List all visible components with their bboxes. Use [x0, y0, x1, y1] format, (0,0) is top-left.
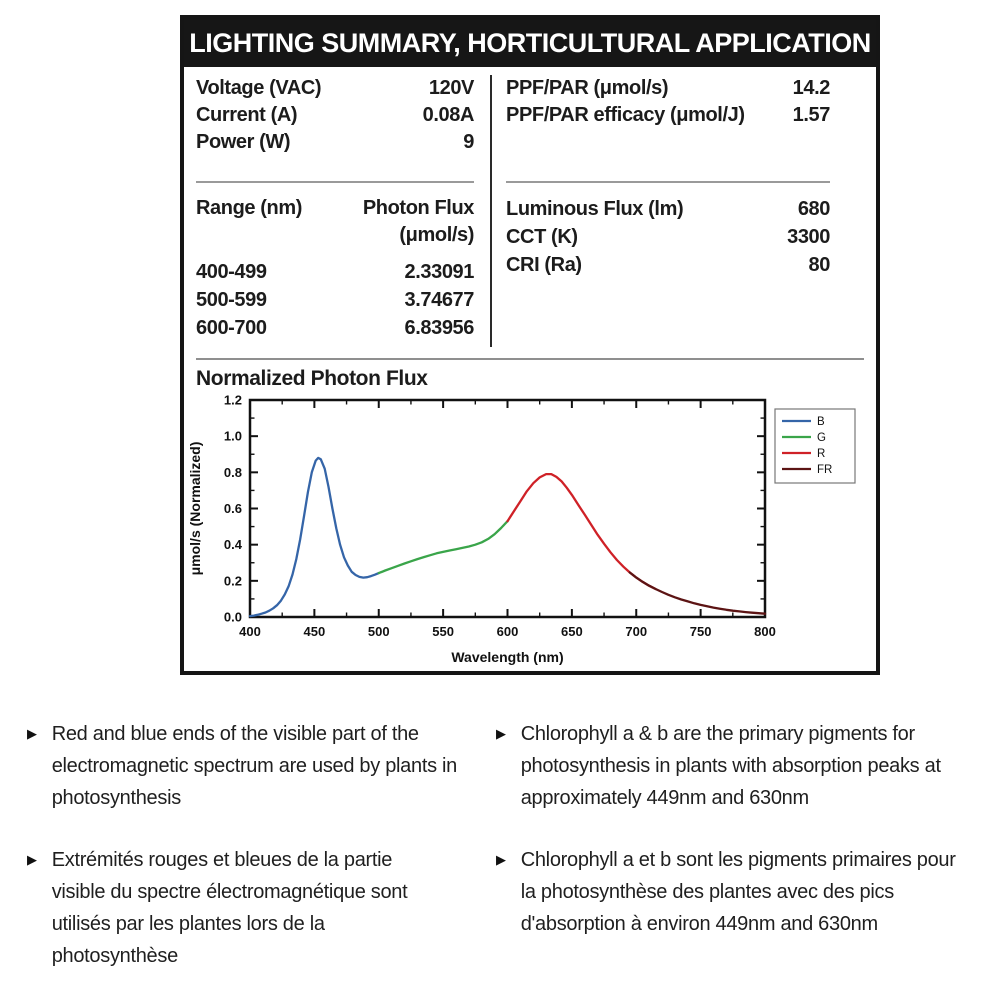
spec-row-power	[196, 129, 474, 156]
voltage-value: 120V	[428, 77, 474, 99]
range-cell: 600-700	[196, 317, 267, 339]
column-divider	[490, 75, 492, 347]
svg-text:600: 600	[496, 624, 519, 639]
spec-row-luminous-flux	[506, 195, 830, 223]
divider-chart	[196, 358, 864, 360]
current-label: Current (A)	[196, 104, 298, 126]
voltage-label: Voltage (VAC)	[196, 77, 322, 99]
svg-text:500: 500	[367, 624, 390, 639]
svg-text:G: G	[817, 432, 826, 444]
cct-value: 3300	[787, 226, 830, 248]
svg-text:400: 400	[239, 624, 261, 639]
spec-row-cct	[506, 223, 830, 251]
bullet-triangle-icon: ▶	[27, 852, 37, 867]
svg-text:800: 800	[754, 624, 776, 639]
range-cell: 500-599	[196, 289, 267, 311]
table-row	[196, 286, 474, 314]
flux-cell: 6.83956	[404, 317, 474, 339]
bullet-fr-2	[496, 844, 974, 940]
chart-title: Normalized Photon Flux	[196, 367, 428, 390]
svg-text:0.8: 0.8	[223, 464, 242, 480]
spec-row-ppf-efficacy	[506, 102, 830, 129]
lighting-summary-panel	[180, 15, 880, 675]
flux-table-header	[196, 195, 474, 249]
cri-label: CRI (Ra)	[506, 254, 582, 276]
flux-table-rows	[196, 258, 474, 342]
spectrum-chart	[184, 395, 876, 673]
photon-flux-table	[196, 195, 474, 342]
table-row	[196, 314, 474, 342]
ppf-specs	[506, 75, 830, 129]
ppf-value: 14.2	[792, 77, 830, 99]
bullet-text: Chlorophyll a et b sont les pigments primaires pour la photosynthèse des plantes avec des pics d'absorption à environ 449nm and 630nm	[520, 849, 956, 935]
svg-text:FR: FR	[817, 464, 833, 476]
bullet-text: Chlorophyll a & b are the primary pigments for photosynthesis in plants with absorption peaks at approximately 449nm and 630nm	[520, 723, 941, 809]
power-label: Power (W)	[196, 131, 291, 153]
bullet-text: Red and blue ends of the visible part of the electromagnetic spectrum are used by plants in photosynthesis	[51, 723, 458, 809]
current-value: 0.08A	[422, 104, 474, 126]
svg-text:550: 550	[432, 624, 454, 639]
bullet-fr-1	[27, 844, 447, 972]
range-header: Range (nm)	[196, 197, 303, 219]
bullet-triangle-icon: ▶	[27, 726, 37, 741]
spec-row-cri	[506, 251, 830, 279]
bullet-triangle-icon: ▶	[496, 852, 506, 867]
table-row	[196, 258, 474, 286]
svg-text:450: 450	[303, 624, 326, 639]
photometric-specs	[506, 195, 830, 279]
panel-header	[184, 19, 876, 67]
cri-value: 80	[808, 254, 830, 276]
svg-text:0.6: 0.6	[223, 501, 242, 516]
svg-text:1.0: 1.0	[223, 428, 242, 444]
range-cell: 400-499	[196, 261, 267, 283]
bullet-text: Extrémités rouges et bleues de la partie visible du spectre électromagnétique sont utilisés par les plantes lors de la photosynthèse	[51, 849, 408, 967]
svg-text:μmol/s (Normalized): μmol/s (Normalized)	[187, 441, 203, 576]
bullet-en-1	[27, 718, 479, 814]
svg-text:0.2: 0.2	[223, 573, 242, 589]
divider-right	[506, 181, 830, 183]
ppf-efficacy-label: PPF/PAR efficacy (μmol/J)	[506, 104, 745, 126]
bullet-triangle-icon: ▶	[496, 726, 506, 741]
svg-text:750: 750	[689, 624, 712, 639]
spec-row-current	[196, 102, 474, 129]
cct-label: CCT (K)	[506, 226, 578, 248]
luminous-flux-value: 680	[797, 198, 830, 220]
spec-row-voltage	[196, 75, 474, 102]
svg-text:1.2: 1.2	[223, 395, 242, 408]
svg-text:B: B	[817, 416, 825, 428]
flux-cell: 2.33091	[404, 261, 474, 283]
luminous-flux-label: Luminous Flux (lm)	[506, 198, 684, 220]
flux-header: Photon Flux (μmol/s)	[362, 197, 474, 246]
bullet-en-2	[496, 718, 974, 814]
svg-text:Wavelength (nm): Wavelength (nm)	[451, 649, 564, 665]
svg-text:R: R	[817, 448, 826, 460]
divider-left	[196, 181, 474, 183]
ppf-efficacy-value: 1.57	[792, 104, 830, 126]
panel-title: LIGHTING SUMMARY, HORTICULTURAL APPLICATION	[189, 27, 871, 58]
svg-text:0.4: 0.4	[223, 537, 242, 553]
svg-text:700: 700	[625, 624, 648, 639]
spec-row-ppf	[506, 75, 830, 102]
svg-text:0.0: 0.0	[223, 609, 242, 625]
svg-text:650: 650	[561, 624, 583, 639]
electrical-specs	[196, 75, 474, 156]
power-value: 9	[463, 131, 474, 153]
ppf-label: PPF/PAR (μmol/s)	[506, 77, 669, 99]
flux-cell: 3.74677	[404, 289, 474, 311]
